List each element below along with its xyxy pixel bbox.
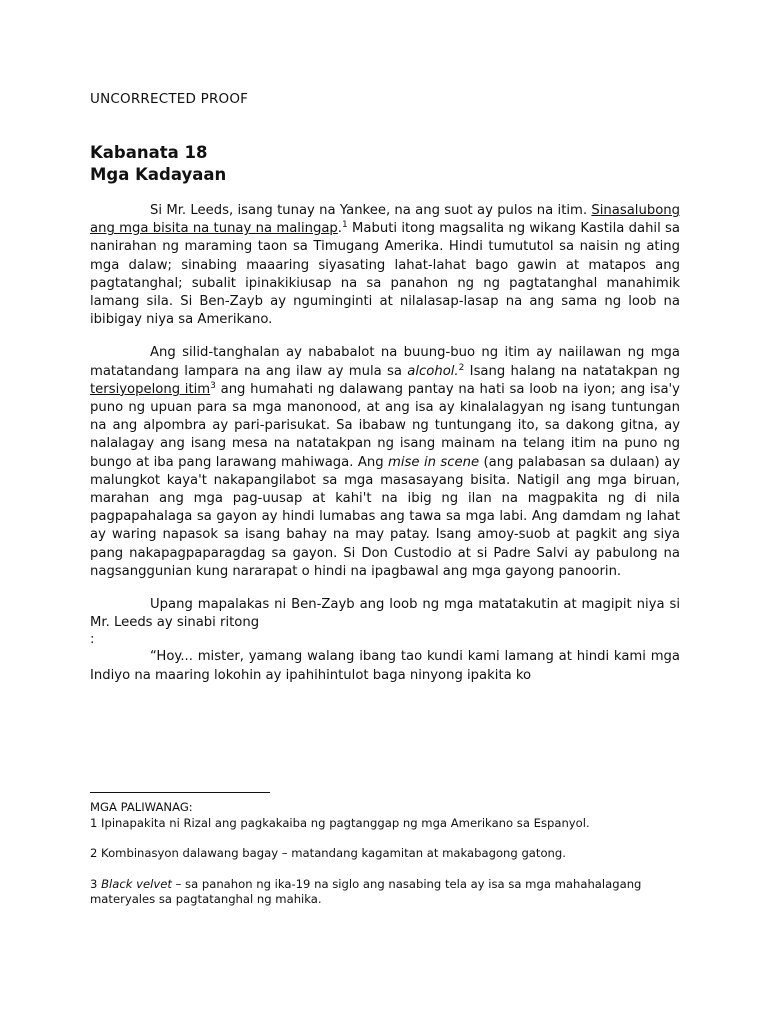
- paragraph-2-text-a: Ang silid-tanghalan ay nababalot na buung-buo ng itim ay naiilawan ng mga matatandang lampara na ang ilaw ay mula sa: [90, 345, 680, 379]
- proof-label: UNCORRECTED PROOF: [90, 91, 249, 107]
- paragraph-1-underlined: Sinasalubong ang mga bisita na tunay na malingap: [90, 203, 680, 237]
- footnotes: [90, 800, 680, 908]
- paragraph-4: “Hoy... mister, yamang walang ibang tao kundi kami lamang at hindi kami mga Indiyo na maaring lokohin ay ipahihintulot baga ninyong ipakita ko: [90, 649, 680, 683]
- paragraph-1-text-c: Mabuti itong magsalita ng wikang Kastila dahil sa nanirahan ng maraming taon sa Timugang Amerika. Hindi tumututol sa naisin ng ating mga dalaw; sinabing maaaring siyasating lahat-lahat bago gawin at matapos ang pagtatanghal; subalit ipinakikiusap na sa panahon ng ng pagtatanghal manahimik lamang sila. Si Ben-Zayb ay nguminginti at nilalasap-lasap na ang sama ng loob na ibibigay niya sa Amerikano.: [90, 221, 681, 328]
- paragraph-2-italic-mise: mise in scene: [388, 454, 480, 470]
- paragraph-3-colon: :: [90, 632, 95, 648]
- footnote-divider: [90, 792, 270, 793]
- paragraph-2: [90, 344, 680, 581]
- footnote-3-italic: Black velvet: [101, 876, 172, 891]
- paragraph-2-text-b: Isang halang na natatakpan ng: [464, 363, 680, 379]
- body-text: [90, 202, 680, 685]
- paragraph-1-text-b: .: [337, 221, 342, 237]
- paragraph-2-text-c: ang humahati ng dalawang pantay na hati sa loob na iyon; ang isa'y puno ng upuan para sa mga manonood, at ang isa ay kinalalagyan ng isang tuntungan na ang alpombra ay pari-parisukat. Sa ibabaw ng tuntungang ito, sa dakong gitna, ay nalalagay ang isang mesa na natatakpan ng isang mainam na telang itim na puno ng bungo at iba pang larawang mahiwaga. Ang: [90, 381, 680, 470]
- footnote-ref-3: 3: [210, 380, 216, 391]
- chapter-title: Mga Kadayaan: [90, 165, 227, 184]
- footnote-3: [90, 877, 680, 908]
- footnotes-heading: MGA PALIWANAG:: [90, 800, 193, 814]
- footnote-1: 1 Ipinapakita ni Rizal ang pagkakaiba ng pagtanggap ng mga Amerikano sa Espanyol.: [90, 815, 590, 830]
- footnote-ref-1: 1: [342, 220, 348, 231]
- footnote-3-number: 3: [90, 876, 102, 891]
- paragraph-1-text-a: Si Mr. Leeds, isang tunay na Yankee, na ang suot ay pulos na itim.: [150, 203, 592, 218]
- paragraph-2-text-d: (ang palabasan sa dulaan) ay malungkot kaya't nakapangilabot sa mga masasayang bisita. Natigil ang mga biruan, marahan ang mga pag-uusap at kahi't na ibig ng ilan na magpakita ng di nila pagpapahalaga sa gayon ay hindi lumabas ang tawa sa mga labi. Ang damdam ng lahat ay waring napasok sa isang bahay na may patay. Isang amoy-suob at pagkit ang siya pang nakapagpaparagdag sa gayon. Si Don Custodio at si Padre Salvi ay pabulong na nagsanggunian kung nararapat o hindi na ipagbawal ang mga gayong panoorin.: [90, 454, 680, 579]
- footnote-ref-2: 2: [458, 362, 465, 373]
- paragraph-1: [90, 202, 680, 329]
- paragraph-2-underlined: tersiyopelong itim: [90, 381, 211, 397]
- paragraph-3: Upang mapalakas ni Ben-Zayb ang loob ng mga matatakutin at magipit niya si Mr. Leeds ay sinabi ritong: [90, 597, 680, 631]
- paragraph-2-italic-alcohol: alcohol.: [407, 363, 459, 379]
- chapter-number: Kabanata 18: [90, 143, 208, 162]
- footnote-2: 2 Kombinasyon dalawang bagay – matandang kagamitan at makabagong gatong.: [90, 846, 566, 860]
- chapter-heading: [90, 142, 226, 186]
- footnote-3-text: – sa panahon ng ika-19 na siglo ang nasabing tela ay isa sa mga mahahalagang materyales sa pagtatanghal ng mahika.: [90, 876, 642, 906]
